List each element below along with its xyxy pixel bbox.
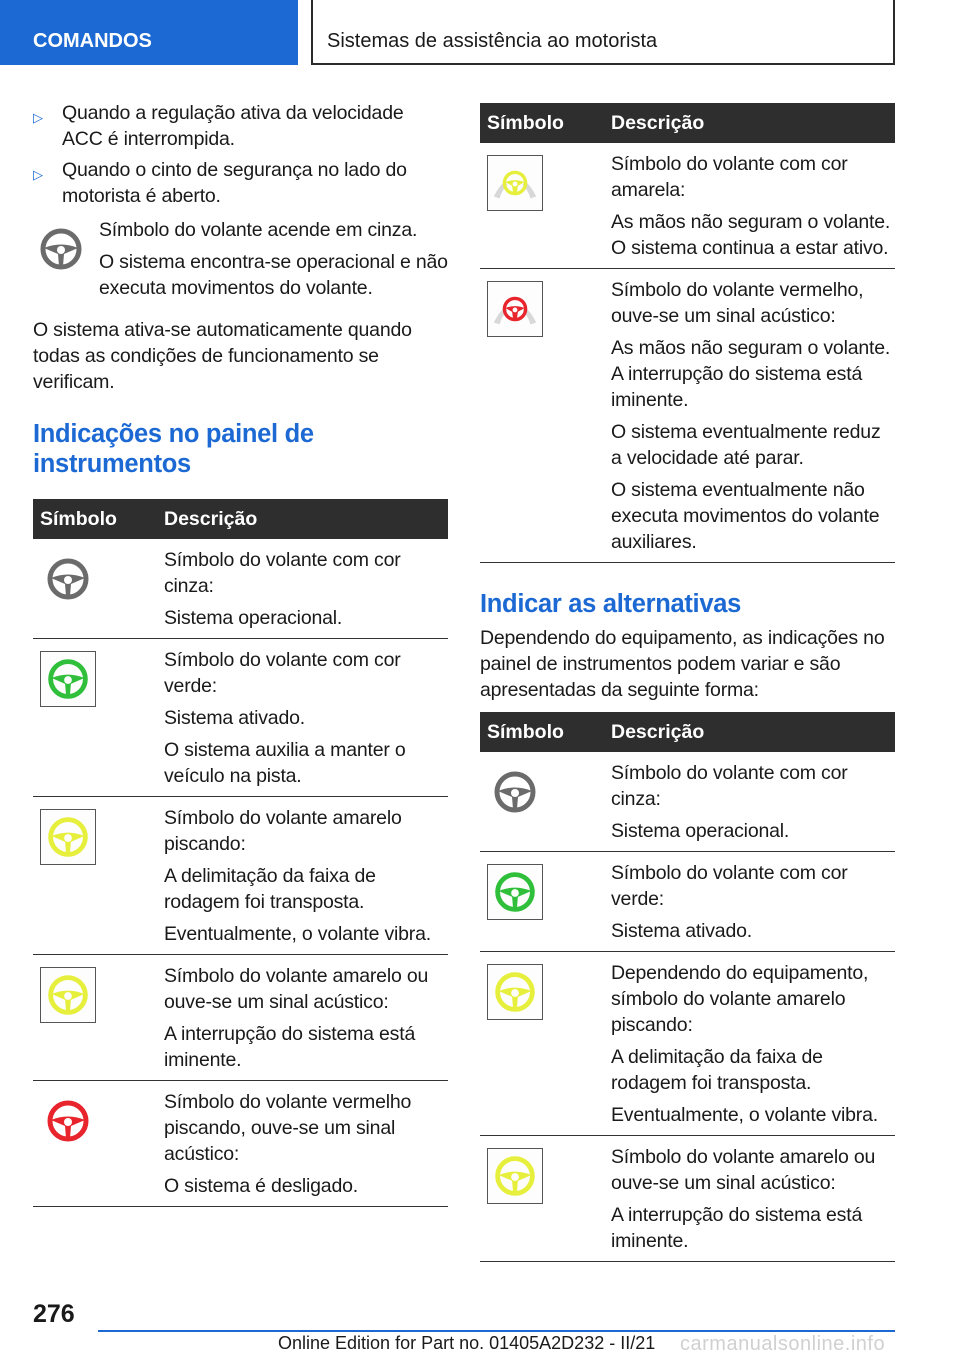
table-row — [480, 143, 895, 269]
table-row — [480, 1136, 895, 1262]
description-line: Símbolo do volante amarelo ou ouve-se um sinal acústico: — [164, 965, 429, 1013]
page-number: 276 — [33, 1300, 75, 1328]
steering-wheel-gray-icon — [33, 221, 99, 277]
description-line: Sistema operacional. — [611, 820, 790, 842]
description-line: Símbolo do volante com cor cinza: — [611, 762, 848, 810]
footer-divider — [98, 1330, 895, 1332]
steering-wheel-gray-icon — [487, 764, 611, 820]
description-line: A interrupção do sistema está iminente. — [164, 1023, 416, 1071]
description-line: A delimitação da faixa de rodagem foi transposta. — [164, 865, 376, 913]
steering-wheel-yellow-icon — [40, 809, 164, 865]
section-title: Sistemas de assistência ao motorista — [311, 0, 895, 65]
steering-wheel-yellow-icon — [487, 1148, 611, 1204]
description-line: O sistema é desligado. — [164, 1175, 358, 1197]
description-line: Símbolo do volante com cor cinza: — [164, 549, 401, 597]
steering-wheel-gray-icon — [40, 551, 164, 607]
bullet-item: ▷ Quando a regulação ativa da velocidade ACC é interrompida. — [33, 102, 404, 150]
steering-wheel-yellow-icon — [40, 967, 164, 1023]
col-header-symbol: Símbolo — [480, 103, 611, 143]
steering-wheel-green-icon — [487, 864, 611, 920]
col-header-description: Descrição — [611, 712, 895, 752]
footer-edition: Online Edition for Part no. 01405A2D232 - II/21 — [278, 1333, 656, 1353]
description-line: Sistema ativado. — [164, 707, 305, 729]
gray-wheel-note: Símbolo do volante acende em cinza. O sistema encontra-se operacional e não executa movimentos do volante. — [33, 217, 448, 307]
table-row — [33, 539, 448, 639]
col-header-symbol: Símbolo — [33, 499, 164, 539]
description-line: O sistema eventualmente não executa movimentos do volante auxiliares. — [611, 479, 880, 553]
description-line: Símbolo do volante com cor verde: — [611, 862, 848, 910]
description-line: Símbolo do volante com cor amarela: — [611, 153, 848, 201]
description-line: Eventualmente, o volante vibra. — [164, 923, 431, 945]
table-row — [480, 952, 895, 1136]
description-line: As mãos não seguram o volante. A interrupção do sistema está iminente. — [611, 337, 891, 411]
description-line: O sistema eventualmente reduz a velocidade até parar. — [611, 421, 881, 469]
table-row — [33, 797, 448, 955]
activation-paragraph: O sistema ativa-se automaticamente quando todas as condições de funcionamento se verificam. — [33, 319, 412, 393]
steering-wheel-red-icon — [40, 1093, 164, 1149]
description-line: O sistema auxilia a manter o veículo na pista. — [164, 739, 406, 787]
alternatives-table — [480, 712, 895, 1262]
alternatives-paragraph: Dependendo do equipamento, as indicações no painel de instrumentos podem variar e são apresentadas da seguinte forma: — [480, 627, 885, 701]
description-line: Símbolo do volante com cor verde: — [164, 649, 401, 697]
table-row — [480, 852, 895, 952]
chapter-tab: COMANDOS — [0, 0, 298, 65]
description-line: Dependendo do equipamento, símbolo do volante amarelo piscando: — [611, 962, 869, 1036]
hands-off-table — [480, 103, 895, 563]
steering-wheel-yellow-icon — [487, 964, 611, 1020]
table-row — [33, 955, 448, 1081]
bullet-item: ▷ Quando o cinto de segurança no lado do motorista é aberto. — [33, 159, 407, 207]
section-heading: Indicações no painel de instrumentos — [33, 420, 314, 478]
description-line: Símbolo do volante vermelho piscando, ouve-se um sinal acústico: — [164, 1091, 412, 1165]
watermark-text: carmanualsonline.info — [680, 1333, 886, 1355]
description-line: Símbolo do volante amarelo ou ouve-se um sinal acústico: — [611, 1146, 876, 1194]
indicator-table — [33, 499, 448, 1207]
bullet-triangle-icon: ▷ — [33, 110, 43, 125]
table-row — [33, 1081, 448, 1207]
description-line: Eventualmente, o volante vibra. — [611, 1104, 878, 1126]
col-header-description: Descrição — [164, 499, 448, 539]
section-heading: Indicar as alternativas — [480, 590, 741, 618]
left-column — [33, 100, 448, 1207]
description-line: Símbolo do volante amarelo piscando: — [164, 807, 402, 855]
description-line: Símbolo do volante vermelho, ouve-se um sinal acústico: — [611, 279, 864, 327]
steering-wheel-hands-red-icon — [487, 281, 611, 337]
col-header-symbol: Símbolo — [480, 712, 611, 752]
description-line: As mãos não seguram o volante. O sistema continua a estar ativo. — [611, 211, 891, 259]
bullet-triangle-icon: ▷ — [33, 167, 43, 182]
table-row — [33, 639, 448, 797]
right-column — [480, 103, 895, 1262]
col-header-description: Descrição — [611, 103, 895, 143]
steering-wheel-green-icon — [40, 651, 164, 707]
description-line: A delimitação da faixa de rodagem foi transposta. — [611, 1046, 823, 1094]
table-row — [480, 269, 895, 563]
description-line: Sistema ativado. — [611, 920, 752, 942]
table-row — [480, 752, 895, 852]
description-line: Sistema operacional. — [164, 607, 343, 629]
description-line: A interrupção do sistema está iminente. — [611, 1204, 863, 1252]
steering-wheel-hands-yellow-icon — [487, 155, 611, 211]
